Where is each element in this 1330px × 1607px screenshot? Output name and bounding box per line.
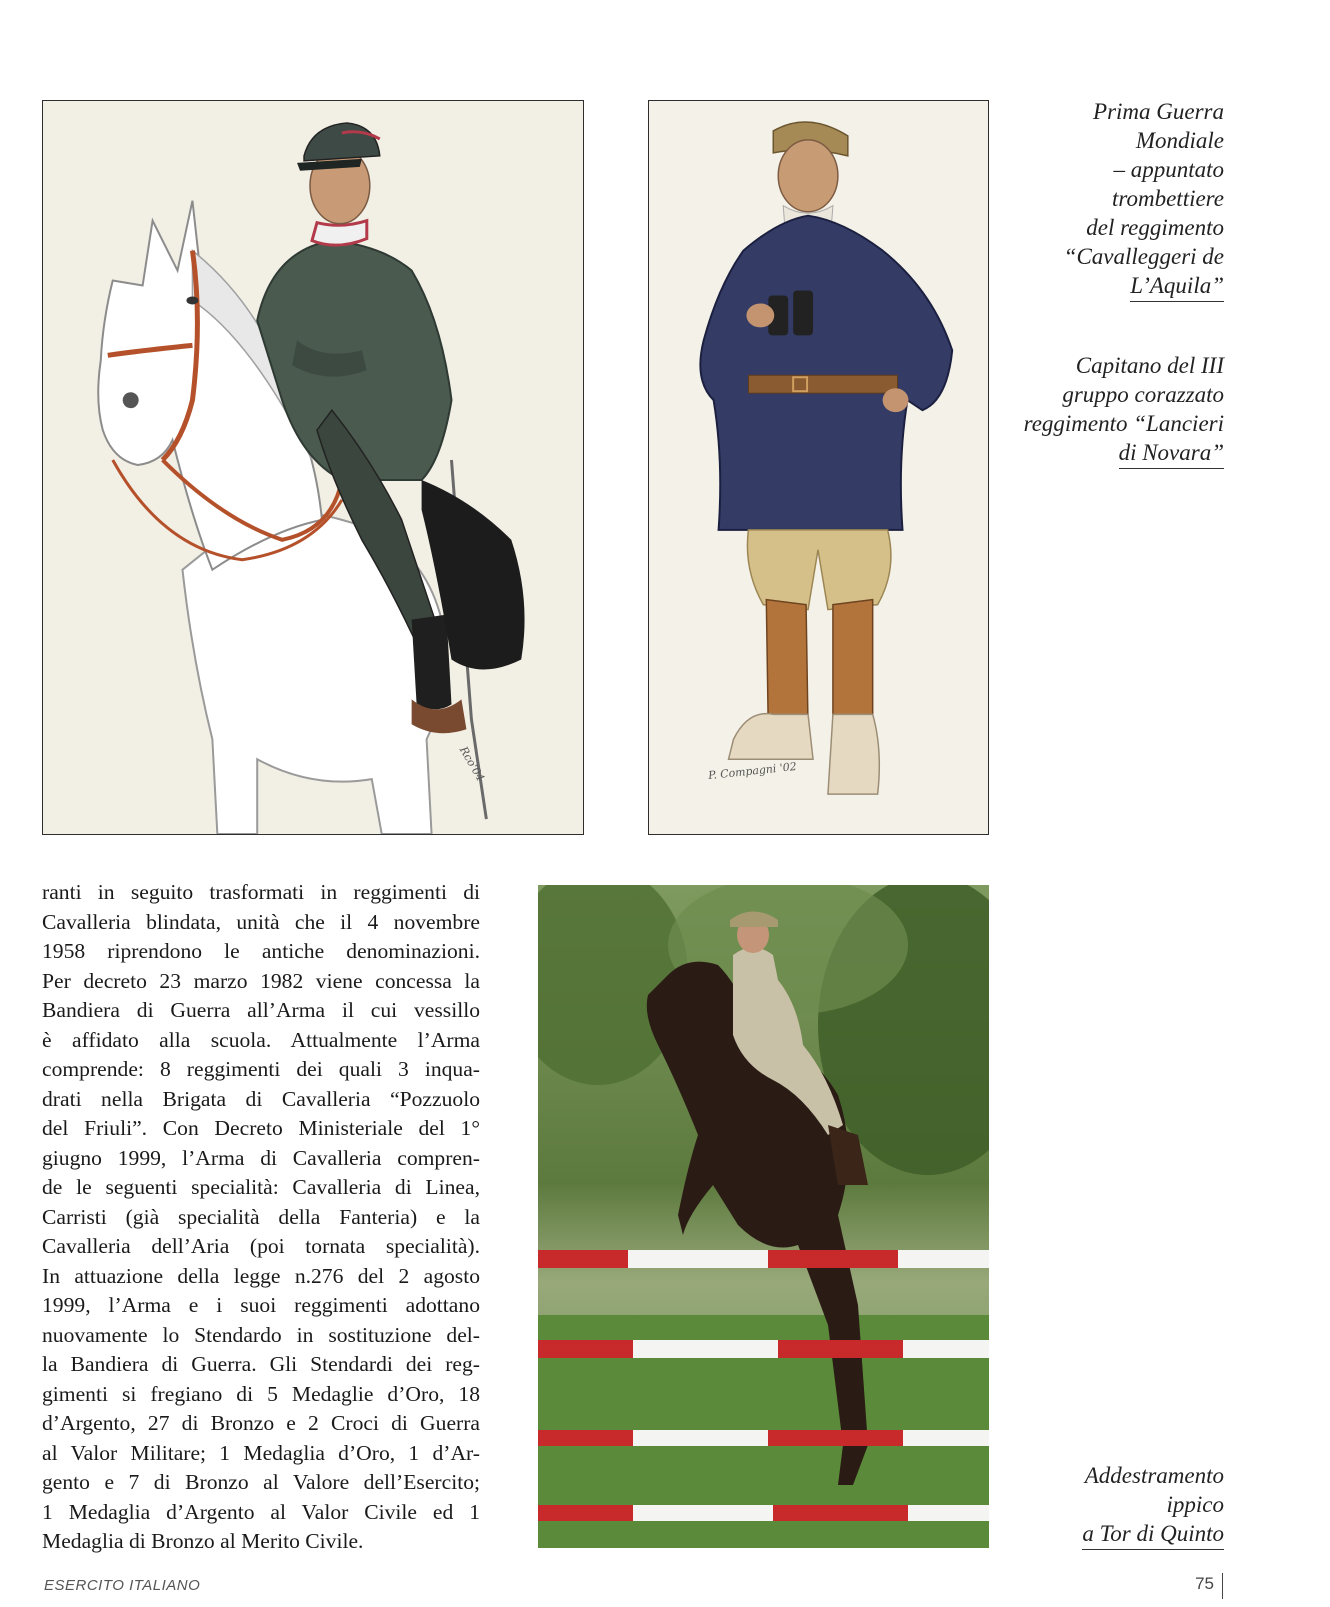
caption-line: trombettiere bbox=[1112, 186, 1224, 211]
caption-line: Capitano del III bbox=[1075, 353, 1224, 378]
page-number-rule bbox=[1222, 1573, 1224, 1599]
caption-line: – appuntato bbox=[1113, 157, 1224, 182]
caption-tor-di-quinto-training bbox=[1082, 1461, 1224, 1550]
body-text-line: Per decreto 23 marzo 1982 viene concessa la bbox=[42, 968, 480, 993]
cavalryman-drawing bbox=[43, 101, 583, 834]
officer-drawing bbox=[649, 101, 988, 834]
caption-first-world-war-trumpeter bbox=[1064, 97, 1224, 302]
body-text-line: nuovamente lo Stendardo in sostituzione del- bbox=[42, 1322, 480, 1347]
body-text-line: Cavalleria blindata, unità che il 4 novembre bbox=[42, 909, 480, 934]
caption-line: a Tor di Quinto bbox=[1082, 1519, 1224, 1550]
body-text-line: comprende: 8 reggimenti dei quali 3 inqua- bbox=[42, 1057, 480, 1081]
caption-line: di Novara” bbox=[1119, 438, 1224, 469]
body-text-line: 1958 riprendono le antiche denominazioni. bbox=[42, 939, 480, 963]
body-text-line: In attuazione della legge n.276 del 2 agosto bbox=[42, 1263, 480, 1288]
caption-line: Mondiale bbox=[1135, 128, 1224, 153]
caption-line: reggimento “Lancieri bbox=[1023, 411, 1224, 436]
caption-line: Addestramento bbox=[1084, 1463, 1224, 1488]
body-text-line: gimenti si fregiano di 5 Medaglie d’Oro, 18 bbox=[42, 1381, 480, 1406]
caption-armored-group-captain bbox=[1024, 351, 1224, 469]
body-text-line: de le seguenti specialità: Cavalleria di Linea, bbox=[42, 1175, 480, 1199]
caption-line: “Cavalleggeri de bbox=[1063, 244, 1224, 269]
body-text-line: è affidato alla scuola. Attualmente l’Arma bbox=[42, 1027, 480, 1052]
illustration-cavalryman-on-white-horse bbox=[42, 100, 584, 835]
body-text-line: 1999, l’Arma e i suoi reggimenti adottano bbox=[42, 1293, 480, 1317]
body-text-line: Medaglia di Bronzo al Merito Civile. bbox=[42, 1529, 364, 1553]
illustration-standing-officer bbox=[648, 100, 989, 835]
plate-2-signature: P. Compagni '02 bbox=[707, 759, 798, 783]
body-text-line: al Valor Militare; 1 Medaglia d’Oro, 1 d’Ar- bbox=[42, 1440, 480, 1465]
publication-name: ESERCITO ITALIANO bbox=[44, 1577, 201, 1594]
body-text-line: gento e 7 di Bronzo al Valore dell’Esercito; bbox=[42, 1470, 480, 1494]
body-text-line: d’Argento, 27 di Bronzo e 2 Croci di Guerra bbox=[42, 1411, 480, 1435]
caption-line: gruppo corazzato bbox=[1062, 382, 1224, 407]
body-text-line: drati nella Brigata di Cavalleria “Pozzuolo bbox=[42, 1086, 480, 1111]
body-text-line: giugno 1999, l’Arma di Cavalleria compren- bbox=[42, 1145, 480, 1170]
body-text-line: 1 Medaglia d’Argento al Valor Civile ed 1 bbox=[42, 1499, 480, 1524]
body-text-line: la Bandiera di Guerra. Gli Stendardi dei reg- bbox=[42, 1352, 480, 1376]
caption-line: Prima Guerra bbox=[1093, 99, 1224, 124]
photo-horse-jumping-training bbox=[538, 885, 989, 1548]
body-text-line: Bandiera di Guerra all’Arma il cui vessillo bbox=[42, 998, 480, 1022]
body-text-column bbox=[42, 878, 480, 1557]
caption-line: del reggimento bbox=[1086, 215, 1224, 240]
horse-jump-photo bbox=[538, 885, 989, 1548]
page-number: 75 bbox=[1195, 1574, 1214, 1593]
caption-line: ippico bbox=[1166, 1492, 1224, 1517]
body-text-line: ranti in seguito trasformati in reggimenti di bbox=[42, 880, 480, 904]
body-text-line: Carristi (già specialità della Fanteria) e la bbox=[42, 1204, 480, 1229]
body-text-line: Cavalleria dell’Aria (poi tornata specialità). bbox=[42, 1234, 480, 1258]
caption-line: L’Aquila” bbox=[1130, 271, 1224, 302]
plate-1-signature: Rco'04 bbox=[456, 744, 488, 784]
body-text-line: del Friuli”. Con Decreto Ministeriale del 1° bbox=[42, 1116, 480, 1140]
